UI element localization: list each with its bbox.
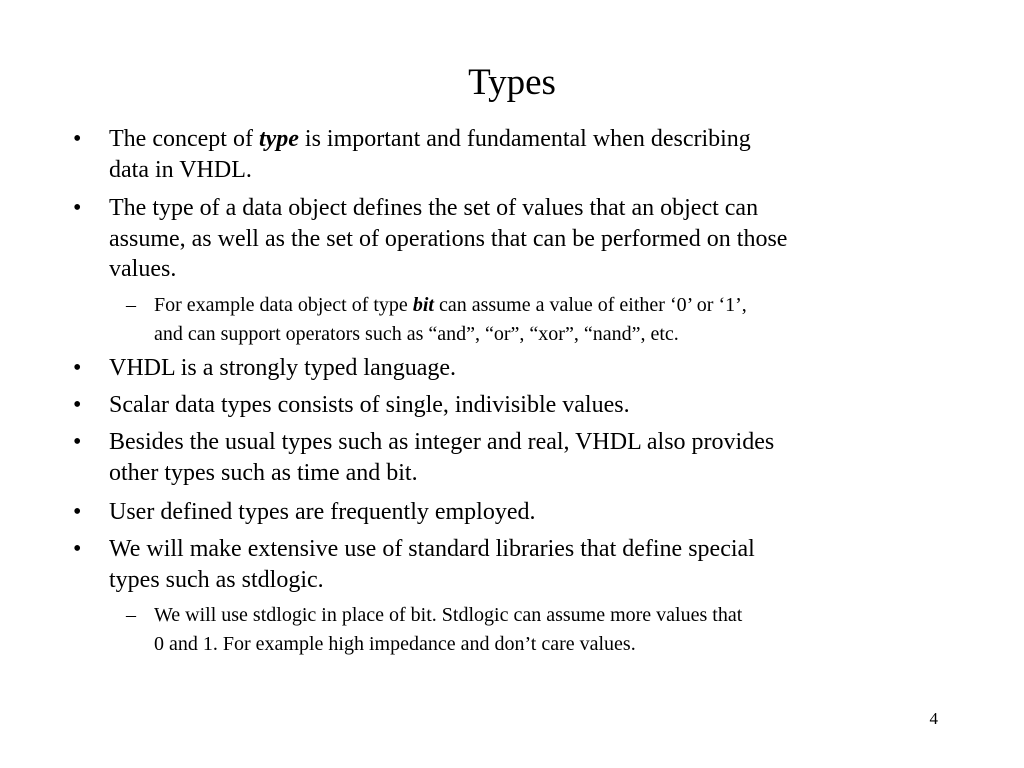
- sub-bullet-marker: –: [126, 294, 136, 316]
- bullet-line: Scalar data types consists of single, indivisible values.: [109, 392, 630, 418]
- bullet-line: types such as stdlogic.: [109, 566, 324, 593]
- bullet-text-segment: The concept of: [109, 126, 259, 152]
- bullet-text: [109, 124, 751, 185]
- bullet-text: [109, 390, 630, 421]
- bullet-marker: •: [73, 499, 82, 525]
- bullet-line: [109, 124, 751, 155]
- sub-bullet-text-segment: For example data object of type: [154, 294, 413, 316]
- bullet-marker: •: [73, 126, 82, 152]
- sub-bullet-line: [154, 291, 747, 320]
- emphasized-term: bit: [412, 294, 434, 316]
- bullet-text: [109, 193, 787, 285]
- bullet-line: We will make extensive use of standard libraries that define special: [109, 536, 755, 562]
- bullet-line: VHDL is a strongly typed language.: [109, 355, 457, 381]
- bullet-text: [109, 534, 755, 595]
- bullet-marker: •: [73, 429, 82, 455]
- bullet-line: other types such as time and bit.: [109, 459, 418, 486]
- bullet-line: data in VHDL.: [109, 156, 252, 183]
- sub-bullet-text: [154, 291, 747, 348]
- bullet-marker: •: [73, 355, 82, 381]
- sub-bullet-line: 0 and 1. For example high impedance and don’t care values.: [154, 632, 636, 655]
- slide-title: Types: [468, 62, 556, 103]
- sub-bullet-text: [154, 601, 742, 658]
- bullet-text: [109, 427, 774, 488]
- bullet-line: User defined types are frequently employed.: [109, 499, 536, 525]
- bullet-marker: •: [73, 536, 82, 562]
- sub-bullet-text-segment: can assume a value of either ‘0’ or ‘1’,: [433, 294, 747, 316]
- page-number: 4: [929, 709, 938, 728]
- bullet-text: [109, 353, 456, 384]
- bullet-line: values.: [109, 256, 177, 282]
- emphasized-term: type: [258, 126, 299, 152]
- bullet-marker: •: [73, 195, 82, 221]
- sub-bullet-line: and can support operators such as “and”, “or”, “xor”, “nand”, etc.: [154, 322, 679, 345]
- bullet-line: assume, as well as the set of operations that can be performed on those: [109, 225, 788, 252]
- bullet-line: Besides the usual types such as integer and real, VHDL also provides: [109, 429, 775, 455]
- bullet-text-segment: is important and fundamental when describing: [298, 126, 751, 152]
- bullet-line: The type of a data object defines the set of values that an object can: [109, 195, 759, 221]
- sub-bullet-line: We will use stdlogic in place of bit. Stdlogic can assume more values that: [154, 604, 743, 626]
- bullet-text: [109, 497, 536, 528]
- bullet-marker: •: [73, 392, 82, 418]
- sub-bullet-marker: –: [126, 604, 136, 626]
